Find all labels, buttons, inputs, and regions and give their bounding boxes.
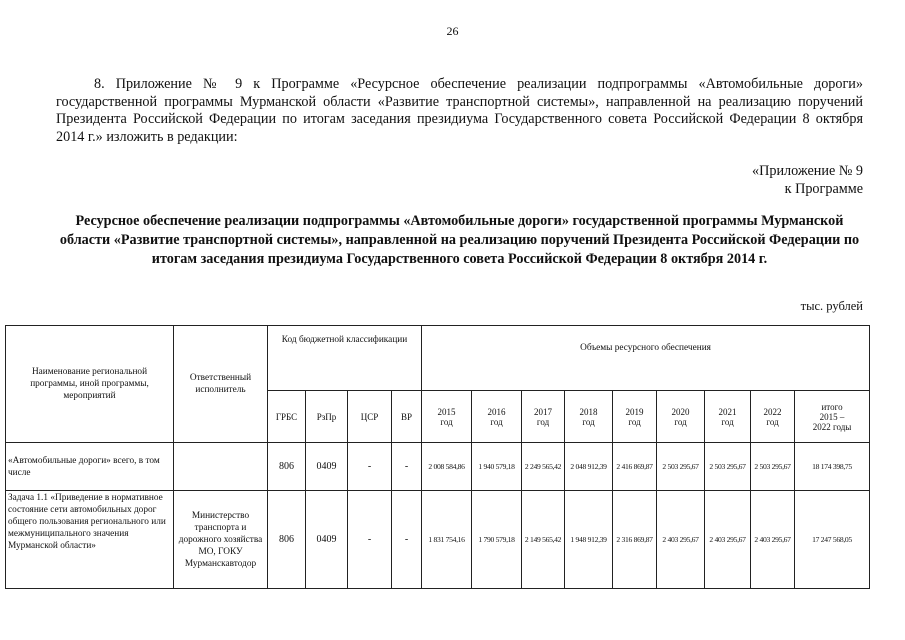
appendix-reference bbox=[752, 162, 863, 198]
row-value-2020: 2 403 295,67 bbox=[657, 491, 705, 589]
row-value-2015: 1 831 754,16 bbox=[422, 491, 472, 589]
row-value-2022: 2 503 295,67 bbox=[751, 443, 795, 491]
header-row-1 bbox=[6, 326, 870, 391]
row-value-2016: 1 790 579,18 bbox=[472, 491, 522, 589]
row-total: 18 174 398,75 bbox=[795, 443, 870, 491]
header-year-2015: 2015 год bbox=[422, 391, 472, 443]
row-value-2021: 2 403 295,67 bbox=[705, 491, 751, 589]
row-value-2019: 2 416 869,87 bbox=[613, 443, 657, 491]
header-budget-code: Код бюджетной классификации bbox=[268, 326, 422, 391]
header-total: итого 2015 – 2022 годы bbox=[795, 391, 870, 443]
header-year-2021: 2021 год bbox=[705, 391, 751, 443]
row-name: Задача 1.1 «Приведение в нормативное состояние сети автомобильных дорог общего пользования регионального или межмуниципального значения Мурманской области» bbox=[6, 491, 174, 589]
table-row bbox=[6, 443, 870, 491]
document-title: Ресурсное обеспечение реализации подпрограммы «Автомобильные дороги» государственной программы Мурманской области «Развитие транспортной системы», направленной на реализацию поручений Президента Российской Федерации по итогам заседания президиума Государственного совета Российской Федерации 8 октября 2014 г. bbox=[59, 213, 860, 267]
header-code-grbs: ГРБС bbox=[268, 391, 306, 443]
row-total: 17 247 568,05 bbox=[795, 491, 870, 589]
header-year-2019: 2019 год bbox=[613, 391, 657, 443]
row-rzpr: 0409 bbox=[306, 491, 348, 589]
header-year-2017: 2017 год bbox=[522, 391, 565, 443]
row-value-2019: 2 316 869,87 bbox=[613, 491, 657, 589]
row-vr: - bbox=[392, 491, 422, 589]
header-code-csr: ЦСР bbox=[348, 391, 392, 443]
header-name: Наименование региональной программы, иной программы, мероприятий bbox=[6, 326, 174, 443]
row-value-2015: 2 008 584,86 bbox=[422, 443, 472, 491]
row-csr: - bbox=[348, 491, 392, 589]
row-grbs: 806 bbox=[268, 491, 306, 589]
header-year-2020: 2020 год bbox=[657, 391, 705, 443]
row-vr: - bbox=[392, 443, 422, 491]
header-year-2022: 2022 год bbox=[751, 391, 795, 443]
row-grbs: 806 bbox=[268, 443, 306, 491]
page-number: 26 bbox=[446, 24, 459, 38]
row-name: «Автомобильные дороги» всего, в том числе bbox=[6, 443, 174, 491]
row-rzpr: 0409 bbox=[306, 443, 348, 491]
row-value-2018: 1 948 912,39 bbox=[565, 491, 613, 589]
row-value-2021: 2 503 295,67 bbox=[705, 443, 751, 491]
row-value-2020: 2 503 295,67 bbox=[657, 443, 705, 491]
appendix-line-2: к Программе bbox=[784, 181, 863, 197]
row-executor: Министерство транспорта и дорожного хозяйства МО, ГОКУ Мурманскавтодор bbox=[174, 491, 268, 589]
row-value-2017: 2 249 565,42 bbox=[522, 443, 565, 491]
row-value-2018: 2 048 912,39 bbox=[565, 443, 613, 491]
header-code-rzpr: РзПр bbox=[306, 391, 348, 443]
row-csr: - bbox=[348, 443, 392, 491]
row-value-2017: 2 149 565,42 bbox=[522, 491, 565, 589]
table-row bbox=[6, 491, 870, 589]
header-volumes: Объемы ресурсного обеспечения bbox=[422, 326, 870, 391]
header-year-2016: 2016 год bbox=[472, 391, 522, 443]
row-value-2022: 2 403 295,67 bbox=[751, 491, 795, 589]
row-value-2016: 1 940 579,18 bbox=[472, 443, 522, 491]
resource-table bbox=[5, 325, 870, 589]
units-label: тыс. рублей bbox=[800, 299, 863, 313]
row-executor bbox=[174, 443, 268, 491]
header-executor: Ответственный исполнитель bbox=[174, 326, 268, 443]
header-year-2018: 2018 год bbox=[565, 391, 613, 443]
header-code-vr: ВР bbox=[392, 391, 422, 443]
intro-paragraph: 8. Приложение № 9 к Программе «Ресурсное обеспечение реализации подпрограммы «Автомобильные дороги» государственной программы Мурманской области «Развитие транспортной системы», направленной на реализацию поручений Президента Российской Федерации по итогам заседания президиума Государственного совета Российской Федерации 8 октября 2014 г.» изложить в редакции: bbox=[56, 76, 863, 145]
appendix-line-1: «Приложение № 9 bbox=[752, 163, 863, 179]
